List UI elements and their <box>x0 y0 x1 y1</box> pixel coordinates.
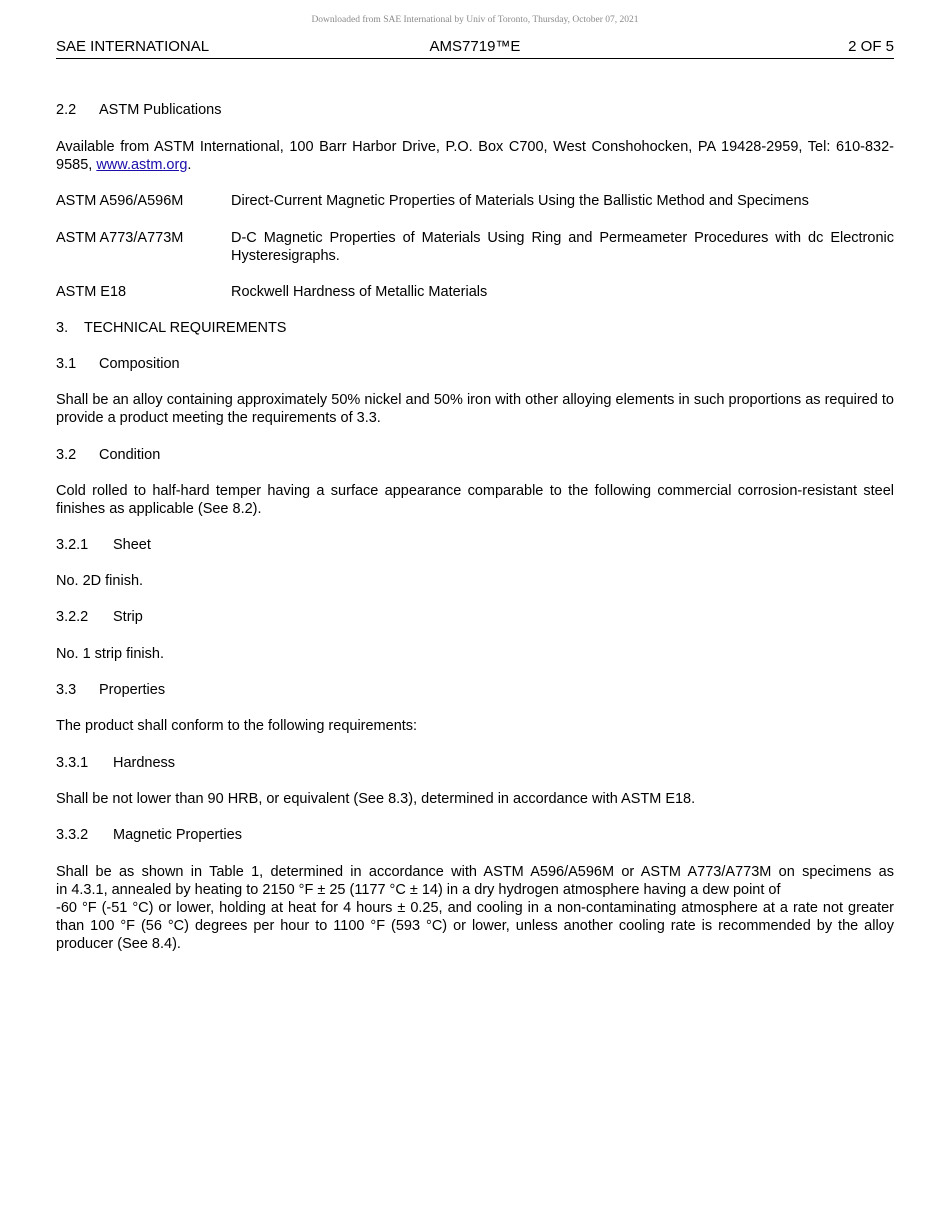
section-2-2-paragraph <box>56 138 894 174</box>
section-3-3-1-paragraph: Shall be not lower than 90 HRB, or equivalent (See 8.3), determined in accordance with ASTM E18. <box>56 791 696 807</box>
section-3-1-paragraph: Shall be an alloy containing approximately 50% nickel and 50% iron with other alloying elements in such proportions as required to provide a product meeting the requirements of 3.3. <box>56 392 894 426</box>
section-title: Composition <box>99 356 180 372</box>
section-3-3-1-heading <box>56 754 894 772</box>
section-number: 3.3 <box>56 682 77 698</box>
section-number: 3.1 <box>56 356 77 372</box>
section-3-3-2-paragraph <box>56 863 894 953</box>
paragraph-text: -60 °F (-51 °C) or lower, holding at heat for 4 hours ± 0.25, and cooling in a non-contaminating atmosphere at a rate not greater than 100 °F (56 °C) degrees per hour to 1100 °F (593 °C) or lower, unless another cooling rate is recommended by the alloy producer (See 8.4). <box>56 900 894 952</box>
section-3-3-heading <box>56 681 894 699</box>
section-title: ASTM Publications <box>99 102 222 118</box>
astm-address-text: Available from ASTM International, 100 Barr Harbor Drive, P.O. Box C700, West Conshohocken, PA 19428-2959, Tel: 610-832-9585, <box>56 139 894 173</box>
reference-description: D-C Magnetic Properties of Materials Using Ring and Permeameter Procedures with dc Electronic Hysteresigraphs. <box>231 230 894 264</box>
section-title: Hardness <box>113 755 176 771</box>
section-3-3-paragraph: The product shall conform to the following requirements: <box>56 718 418 734</box>
header-page-number: 2 OF 5 <box>848 38 894 55</box>
section-2-2-heading <box>56 101 894 119</box>
period: . <box>187 157 192 173</box>
download-watermark: Downloaded from SAE International by Univ of Toronto, Thursday, October 07, 2021 <box>311 15 639 25</box>
section-number: 3.3.2 <box>56 827 89 843</box>
section-number: 3.2.2 <box>56 609 89 625</box>
reference-code: ASTM A596/A596M <box>56 193 184 209</box>
section-title: Sheet <box>113 537 151 553</box>
section-number: 2.2 <box>56 102 77 118</box>
astm-website-link[interactable]: www.astm.org <box>96 157 188 173</box>
reference-item <box>56 229 894 265</box>
header-document-number: AMS7719™E <box>429 38 521 55</box>
page-header <box>56 38 894 59</box>
paragraph-line: in 4.3.1, annealed by heating to 2150 °F ± 25 (1177 °C ± 14) in a dry hydrogen atmosphere having a dew point of <box>56 882 781 898</box>
reference-item <box>56 283 894 301</box>
section-3-2-paragraph: Cold rolled to half-hard temper having a surface appearance comparable to the following commercial corrosion-resistant steel finishes as applicable (See 8.2). <box>56 483 894 517</box>
reference-description: Rockwell Hardness of Metallic Materials <box>231 284 488 300</box>
section-number: 3.2.1 <box>56 537 89 553</box>
section-3-1-heading <box>56 355 894 373</box>
section-number: 3.3.1 <box>56 755 89 771</box>
section-3-heading <box>56 319 894 337</box>
reference-code: ASTM A773/A773M <box>56 230 184 246</box>
reference-code: ASTM E18 <box>56 284 127 300</box>
section-3-2-2-paragraph: No. 1 strip finish. <box>56 646 164 662</box>
section-3-2-heading <box>56 446 894 464</box>
paragraph-line: Shall be as shown in Table 1, determined in accordance with ASTM A596/A596M or ASTM A773/A773M on specimens as <box>56 864 894 880</box>
section-3-2-1-heading <box>56 536 894 554</box>
reference-description: Direct-Current Magnetic Properties of Materials Using the Ballistic Method and Specimens <box>231 193 809 209</box>
header-publisher: SAE INTERNATIONAL <box>56 38 210 55</box>
section-title: TECHNICAL REQUIREMENTS <box>84 320 287 336</box>
section-3-3-2-heading <box>56 826 894 844</box>
section-title: Strip <box>113 609 143 625</box>
section-title: Magnetic Properties <box>113 827 242 843</box>
section-3-2-2-heading <box>56 608 894 626</box>
section-title: Condition <box>99 447 161 463</box>
reference-item <box>56 192 894 210</box>
section-number: 3. <box>56 320 69 336</box>
section-number: 3.2 <box>56 447 77 463</box>
section-title: Properties <box>99 682 166 698</box>
section-3-2-1-paragraph: No. 2D finish. <box>56 573 144 589</box>
